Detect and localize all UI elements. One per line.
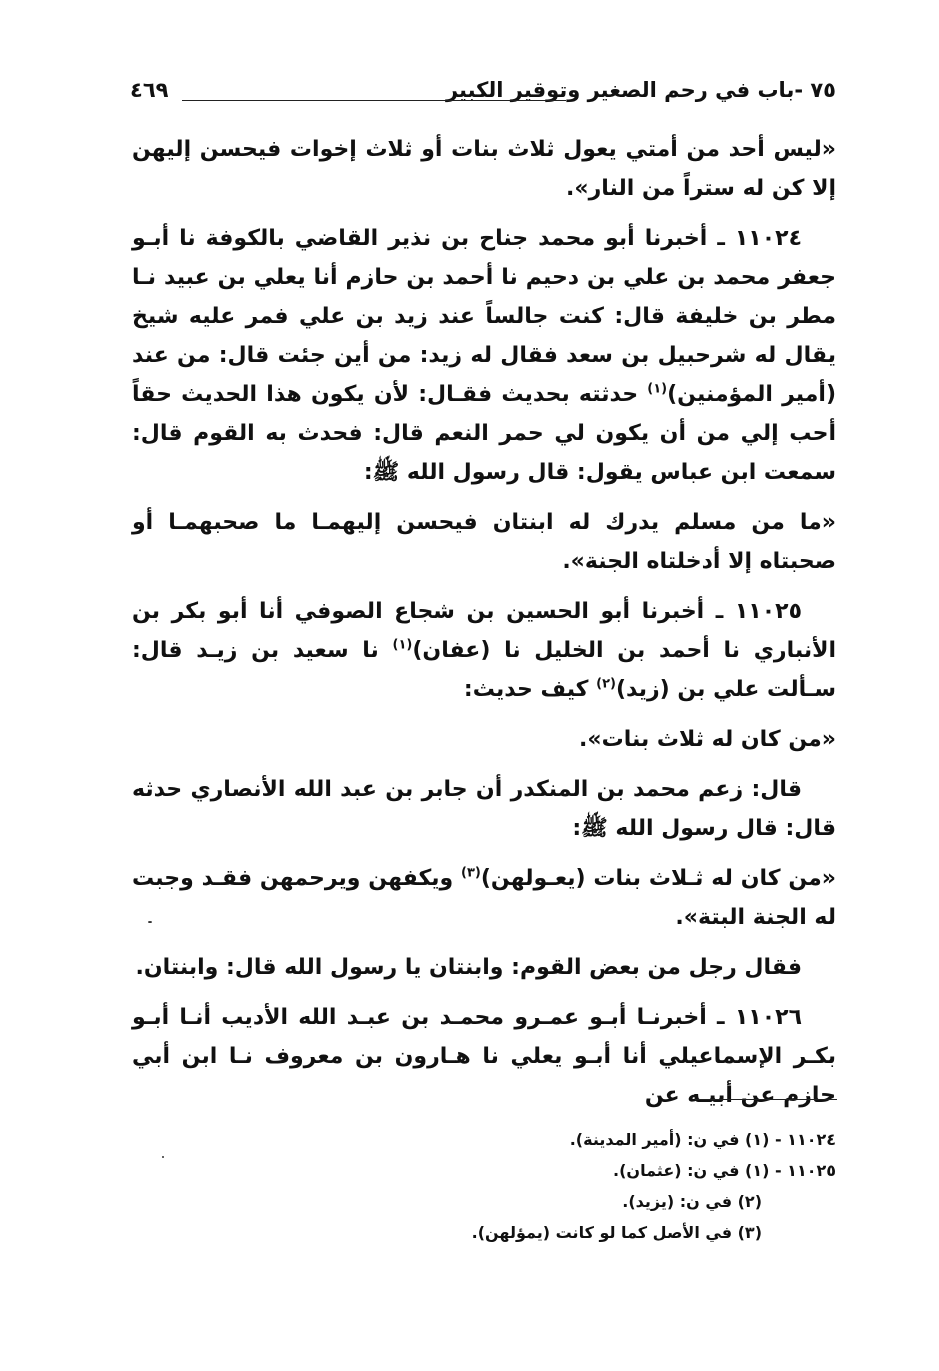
narration-11025-part-a: ١١٠٢٥ ـ أخبرنا أبو الحسين بن شجاع الصوفي أنا أبو بكر بن الأنباري نا أحمد بن الخليل نا (عفان) <box>132 599 837 663</box>
narration-11024-text: ١١٠٢٤ ـ أخبرنا أبو محمد جناح بن نذير القاضي بالكوفة نا أبـو جعفر محمد بن علي بن دحيم نا أحمد بن حازم أنا يعلي بن عبيد نـا مطر بن خليفة قال: كنت جالساً عند زيد بن علي فمر عليه شيخ يقال له شرحبيل بن سعد فقال له زيد: من أين جئت قال: من عند (أمير المؤمنين) <box>132 226 836 407</box>
hadith-quote-4-part-a: «من كان له ثـلاث بنات (يعـولهن) <box>480 866 836 891</box>
narration-11024-tail: حدثته بحديث فقـال: لأن يكون هذا الحديث حقاً أحب إلي من أن يكون لي حمر النعم قال: فحدث به القوم قال: سمعت ابن عباس يقول: قال رسول الله ﷺ: <box>132 382 836 485</box>
narration-11024 <box>132 219 836 492</box>
hadith-quote-4-part-b: ويكفهن ويرحمهن فقـد وجبت له الجنة البتة». <box>132 866 836 930</box>
dialogue-line: فقال رجل من بعض القوم: وابنتان يا رسول الله قال: وابنتان. <box>135 955 802 980</box>
chapter-title: ٧٥ -باب في رحم الصغير وتوقير الكبير <box>445 78 836 102</box>
narration-11026: ١١٠٢٦ ـ أخبرنـا أبـو عمـرو محمـد بن عبـد الله الأديب أنـا أبـو بكـر الإسماعيلي أنا أبـو يعلي نا هـارون بن معروف نـا ابن أبي حازم عن أبيـه عن <box>132 1005 836 1108</box>
scan-speck <box>148 921 152 923</box>
hadith-quote-2: «ما من مسلم يدرك له ابنتان فيحسن إليهمـا ما صحبهمـا أو صحبتاه إلا أدخلتاه الجنة». <box>132 510 836 574</box>
footnote-ref: (٢) <box>596 676 616 692</box>
footnote-ref: (١) <box>647 381 668 397</box>
footnote-item: (٣) في الأصل كما لو كانت (يمؤلهن). <box>471 1223 762 1242</box>
narration-11025-part-c: كيف حديث: <box>463 677 597 702</box>
page-number: ٤٦٩ <box>130 78 169 102</box>
footnote-rule <box>695 1099 837 1100</box>
page-header <box>130 76 836 116</box>
narration-11025 <box>132 592 836 709</box>
footnote-ref: (٣) <box>461 865 481 881</box>
hadith-quote-4 <box>132 859 836 937</box>
narration-jabir: قال: زعم محمد بن المنكدر أن جابر بن عبد الله الأنصاري حدثه قال: قال رسول الله ﷺ: <box>132 777 836 841</box>
hadith-quote-1: «ليس أحد من أمتي يعول ثلاث بنات أو ثلاث إخوات فيحسن إليهن إلا كن له ستراً من النار». <box>132 137 836 201</box>
footnote-item: ١١٠٢٤ - (١) في ن: (أمير المدينة). <box>569 1130 836 1149</box>
footnote-item: ١١٠٢٥ - (١) في ن: (عثمان). <box>613 1161 836 1180</box>
header-rule <box>182 100 566 101</box>
narration-11025-part-b: نا سعيد بن زيـد قال: سـألت علي بن (زيد) <box>132 638 836 702</box>
scan-speck <box>162 1156 164 1158</box>
hadith-quote-3: «من كان له ثلاث بنات». <box>579 727 836 752</box>
footnote-item: (٢) في ن: (يزيد). <box>622 1192 762 1211</box>
main-text <box>132 130 836 1126</box>
footnote-ref: (١) <box>392 637 413 653</box>
footnotes <box>300 1124 836 1248</box>
